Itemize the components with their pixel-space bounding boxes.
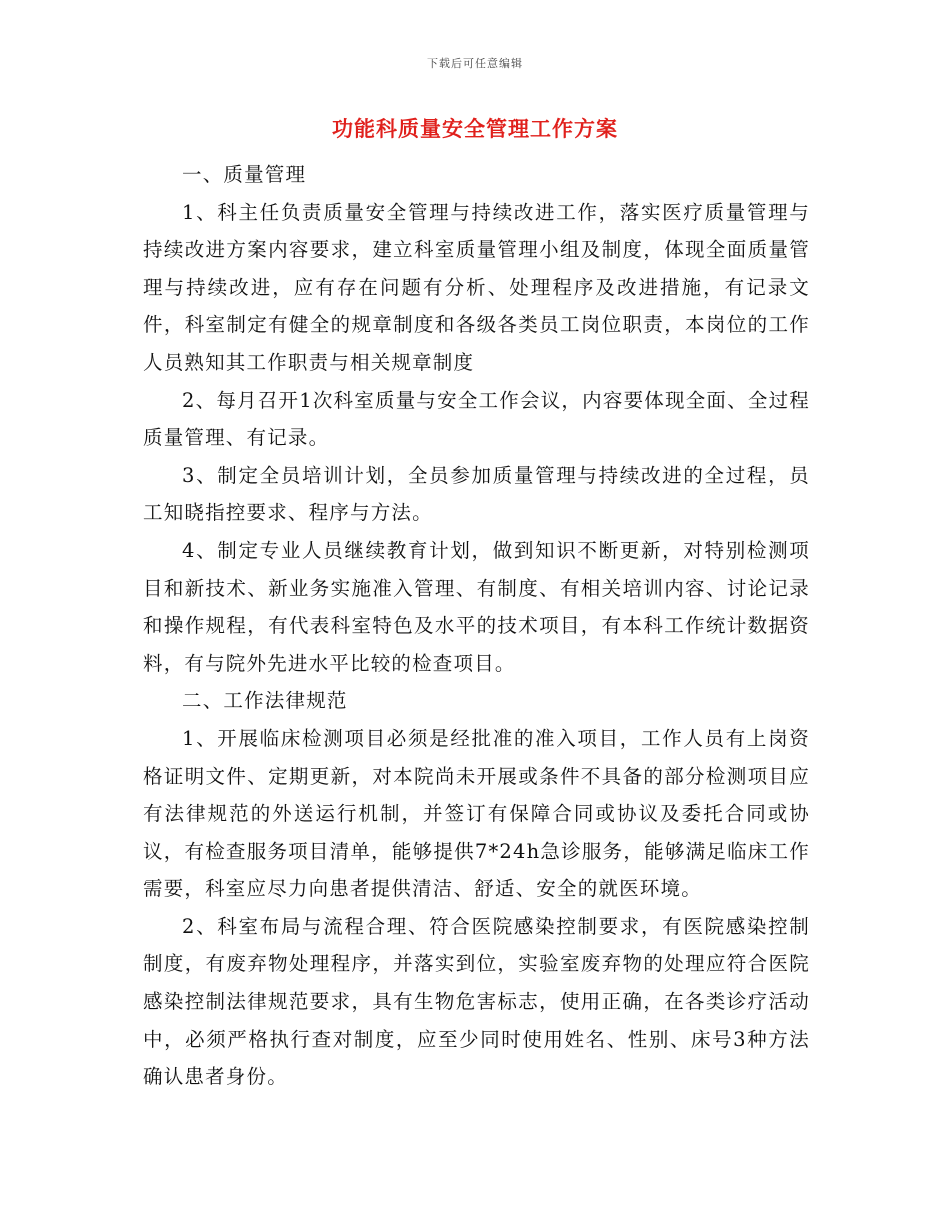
header-note: 下载后可任意编辑 [427,57,523,70]
paragraph: 3、制定全员培训计划，全员参加质量管理与持续改进的全过程，员工知晓指控要求、程序与方法。 [143,463,810,525]
paragraph: 2、每月召开1次科室质量与安全工作会议，内容要体现全面、全过程质量管理、有记录。 [143,388,810,450]
paragraph: 4、制定专业人员继续教育计划，做到知识不断更新，对特别检测项目和新技术、新业务实施准入管理、有制度、有相关培训内容、讨论记录和操作规程，有代表科室特色及水平的技术项目，有本科工作统计数据资料，有与院外先进水平比较的检查项目。 [143,538,810,675]
document-title: 功能科质量安全管理工作方案 [332,116,618,141]
section-heading-quality: 一、质量管理 [182,163,307,186]
paragraph: 2、科室布局与流程合理、符合医院感染控制要求，有医院感染控制制度，有废弃物处理程序，并落实到位，实验室废弃物的处理应符合医院感染控制法律规范要求，具有生物危害标志，使用正确，在各类诊疗活动中，必须严格执行查对制度，应至少同时使用姓名、性别、床号3种方法确认患者身份。 [143,914,810,1089]
paragraph: 1、开展临床检测项目必须是经批准的准入项目，工作人员有上岗资格证明文件、定期更新，对本院尚未开展或条件不具备的部分检测项目应有法律规范的外送运行机制，并签订有保障合同或协议及委托合同或协议，有检查服务项目清单，能够提供7*24h急诊服务，能够满足临床工作需要，科室应尽力向患者提供清洁、舒适、安全的就医环境。 [143,726,810,901]
section-heading-legal: 二、工作法律规范 [182,689,348,713]
paragraph: 1、科主任负责质量安全管理与持续改进工作，落实医疗质量管理与持续改进方案内容要求，建立科室质量管理小组及制度，体现全面质量管理与持续改进，应有存在问题有分析、处理程序及改进措施，有记录文件，科室制定有健全的规章制度和各级各类员工岗位职责，本岗位的工作人员熟知其工作职责与相关规章制度 [143,200,810,374]
document-body [143,156,810,1096]
